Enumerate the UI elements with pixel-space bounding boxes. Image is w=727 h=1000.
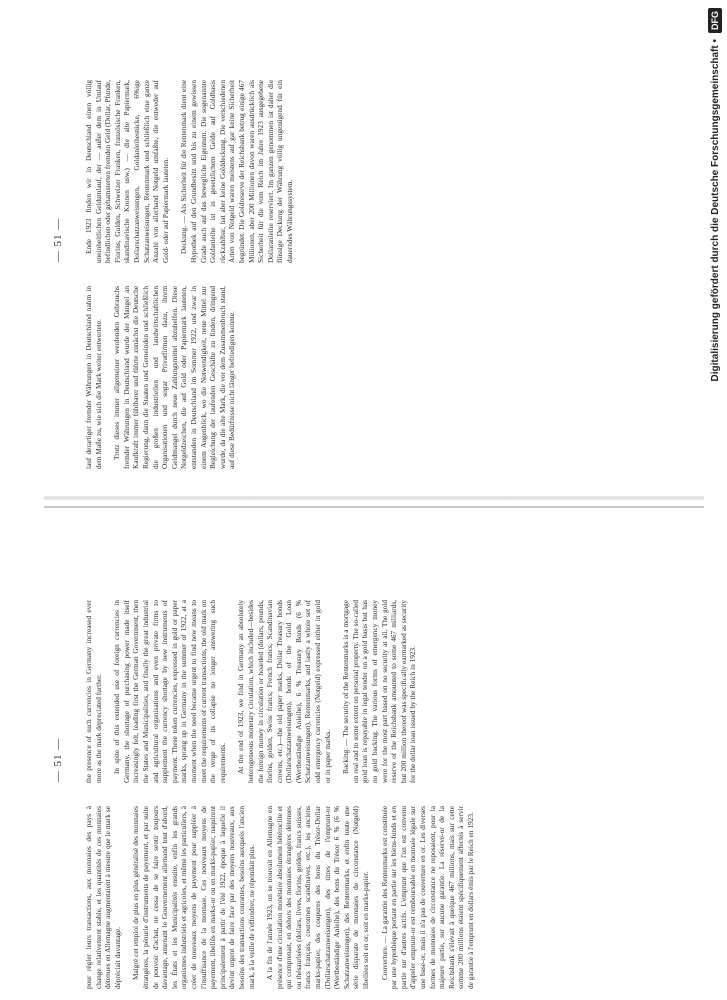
paragraph: pour régler leurs transactions, aux monnaies des pays à change relativement stable, et les quantités de ces monnaies détenues en Allemagne augmentaient à mesure que le mark se dépréciait davantage. <box>84 806 122 989</box>
digitization-watermark: Digitalisierung gefördert durch die Deutsche Forschungsgemeinschaft • <box>709 39 721 382</box>
right-page <box>44 5 704 475</box>
paragraph: Couverture. — La garantie des Rentenmarks est constituée par une hypothèque portant en partie sur les biens-fonds et en partie sur d'autres actifs. L'emprunt que l'on est convenu d'appeler emprunt-or est remboursable en monnaie légale sur une base-or, mais il n'a pas de couverture en or. Les diverses formes de monnaies de circonstance ne reposaient, pour la majeure partie, sur aucune garantie. La réserve-or de la Reichsbank s'élevait à quelque 467 millions, mais sur cette somme 200 millions étaient spécifiquement affectés à servir de garantie à l'emprunt en dollars émis par le Reich en 1923. <box>379 806 475 989</box>
paragraph: Ende 1923 finden wir in Deutschland einen völlig uneinheitlichen Geldumlauf, der — außer dem in Umlauf befindlichen oder gehamsterten fremden Geld (Dollar, Pfunde, Florins, Gulden, Schweizer Franken, französische Franken, skandinavische Kronen usw.) — die alte Papiermark, Dollarschatzanweisungen, Goldanleihestücke, 6%ige Schatzanweisungen, Rentenmark und schließlich eine ganze Anzahl von allerhand Notgeld umfaßte, die entweder auf Gold- oder auf Papiermark lauteten. <box>84 80 170 263</box>
english-column <box>84 600 422 783</box>
book-gutter <box>44 496 704 500</box>
paragraph: Malgré cet emploi de plus en plus généralisé des monnaies étrangères, la pénurie d'instruments de payement, et par suite de pouvoir d'achat, ne cessa de se faire sentir toujours davantage, amenant le Gouvernement allemand tout d'abord, les États et les Municipalités ensuite, enfin les grands organismes industriels et agricoles, et même les particuliers, à créer de nouveaux moyens de payement pour suppléer à l'insuffisance de la monnaie. Ces nouveaux moyens de payement, libellés en marks-or ou en marks-papier, naquirent principalement à partir de l'été 1922, époque à laquelle il devint urgent de faire face par des moyens nouveaux, aux besoins des transactions courantes, besoins auxquels l'ancien mark, à la veille de s'effondrer, ne répondait plus. <box>131 806 256 989</box>
page-number: — 51 — <box>52 217 64 263</box>
digitization-sidebar <box>703 0 727 1000</box>
paragraph: Trotz dieses immer allgemeiner werdenden Gebrauchs fremder Währungen in Deutschland wurde der Mangel an Kaufkraft immer fühlbarer und führte zunächst die Deutsche Regierung, dann die Staaten und Gemeinden und schließlich die großen industriellen und landwirtschaftlichen Organisationen und sogar Privatfirmen dazu, ihrem Geldmangel durch neue Zahlungsmittel abzuhelfen. Diese Notgeldzeichen, die auf Gold oder Papiermark lauteten, entstanden in Deutschland im Sommer 1922, und zwar in einem Augenblick, wo die Notwendigkeit, neue Mittel zur Begleichung der laufenden Geschäfte zu finden, dringend wurde, da die alte Mark, die vor dem Zusammenbruch stand, auf diese Bedürfnisse nicht länger befriedigen konnte. <box>112 286 237 469</box>
paragraph: Deckung. — Als Sicherheit für die Rentenmark dient eine Hypothek auf den Grundbesitz und bis zu einem gewissen Grade auch auf das bewegliche Eigentum. Die sogenannte Goldanleihe ist in gesetzlichem Gelde auf Goldbasis rückzahlbar, hat aber keine Golddeckung. Die verschiedenen Arten von Notgeld waren meistens auf gar keine Sicherheit begründet. Die Goldreserve der Reichsbank betrug einige 467 Millionen, aber 200 Millionen davon waren ausdrücklich als Sicherheit für die vom Reich im Jahre 1923 ausgegebene Dollaranleihe reserviert. Im ganzen genommen ist daher die flüssige Deckung der Währung völlig ungenügend für ein dauerndes Währungssystem. <box>179 80 294 263</box>
page-edge <box>44 506 704 508</box>
paragraph: A la fin de l'année 1923, on se trouvait en Allemagne en présence d'une circulation monétaire absolument hétéroclite et qui comprenait, en dehors des monnaies étrangères détenues ou thésaurisées (dollars, livres, florins, golden, francs suisses, francs français, couronnes scandinaves, etc.), les anciens marks-papier, des coupures des bons du Trésor-Dollar (Dollarschatzanweisungen), des titres de l'emprunt-or (Wertbeständige Anleihe), des bons du Trésor 6 % (6 % Schatzanweisungen), des Rentenmarks, et enfin toute une série disparate de monnaies de circonstance (Notgeld) libellées soit en or, soit en marks-papier. <box>265 806 371 989</box>
french-column <box>84 806 480 989</box>
rotated-spread <box>44 0 704 1000</box>
paragraph: lauf derartiger fremder Währungen in Deutschland nahm in dem Maße zu, wie sich die Mark weiter entwertete. <box>84 286 103 469</box>
paragraph: At the end of 1923, we find in Germany an absolutely heterogeneous monetary circulation, which included—besides the foreign money in circulation or hoarded (dollars, pounds, florins, golden, Swiss francs, French francs, Scandinavian crowns, etc.)—the old paper marks, Dollar Treasury bonds (Dollarschatzanweisungen), bonds of the Gold Loan (Wertbeständige Anleihe), 6 % Treasury Bonds (6 % Schatzanweisungen), Rentenmarks, and lastly a whole set of odd emergency currencies (Notgeld) expressed either in gold or in paper marks. <box>236 600 332 783</box>
dfg-logo: DFG <box>708 8 722 33</box>
page-number: — 51 — <box>52 737 64 783</box>
sidebar-content <box>703 0 727 1000</box>
german-column-top <box>84 286 241 469</box>
paragraph: Backing. — The security of the Rentenmarks is a mortgage on real and to some extent on personal property. The so-called gold loan is repayable in legal tender on a gold basis but has no gold backing. The various forms of emergency money were for the most part based on no security at all. The gold reserve of the Reichsbank amounted to some 467 milliards, but 200 million thereof was specifically earmarked as security for the dollar loan issued by the Reich in 1923. <box>341 600 418 783</box>
paragraph: the presence of such currencies in Germany increased ever more as the mark depreciated further. <box>84 600 103 783</box>
left-page <box>44 525 704 995</box>
german-column-bottom <box>84 80 298 263</box>
paragraph: In spite of this extended use of foreign currencies in Germany, the shortage of purchasing power made itself increasingly felt, leading first the German Government, then the States and Municipalities, and finally the great industrial and agricultural organisations and even private firms to supplement the currency shortage by new instruments of payment. These token currencies, expressed in gold or paper marks, sprang up in Germany in the summer of 1922, at a moment when the need became urgent to find new means to meet the requirements of current transactions, the old mark on the verge of its collapse no longer answering such requirements. <box>112 600 227 783</box>
